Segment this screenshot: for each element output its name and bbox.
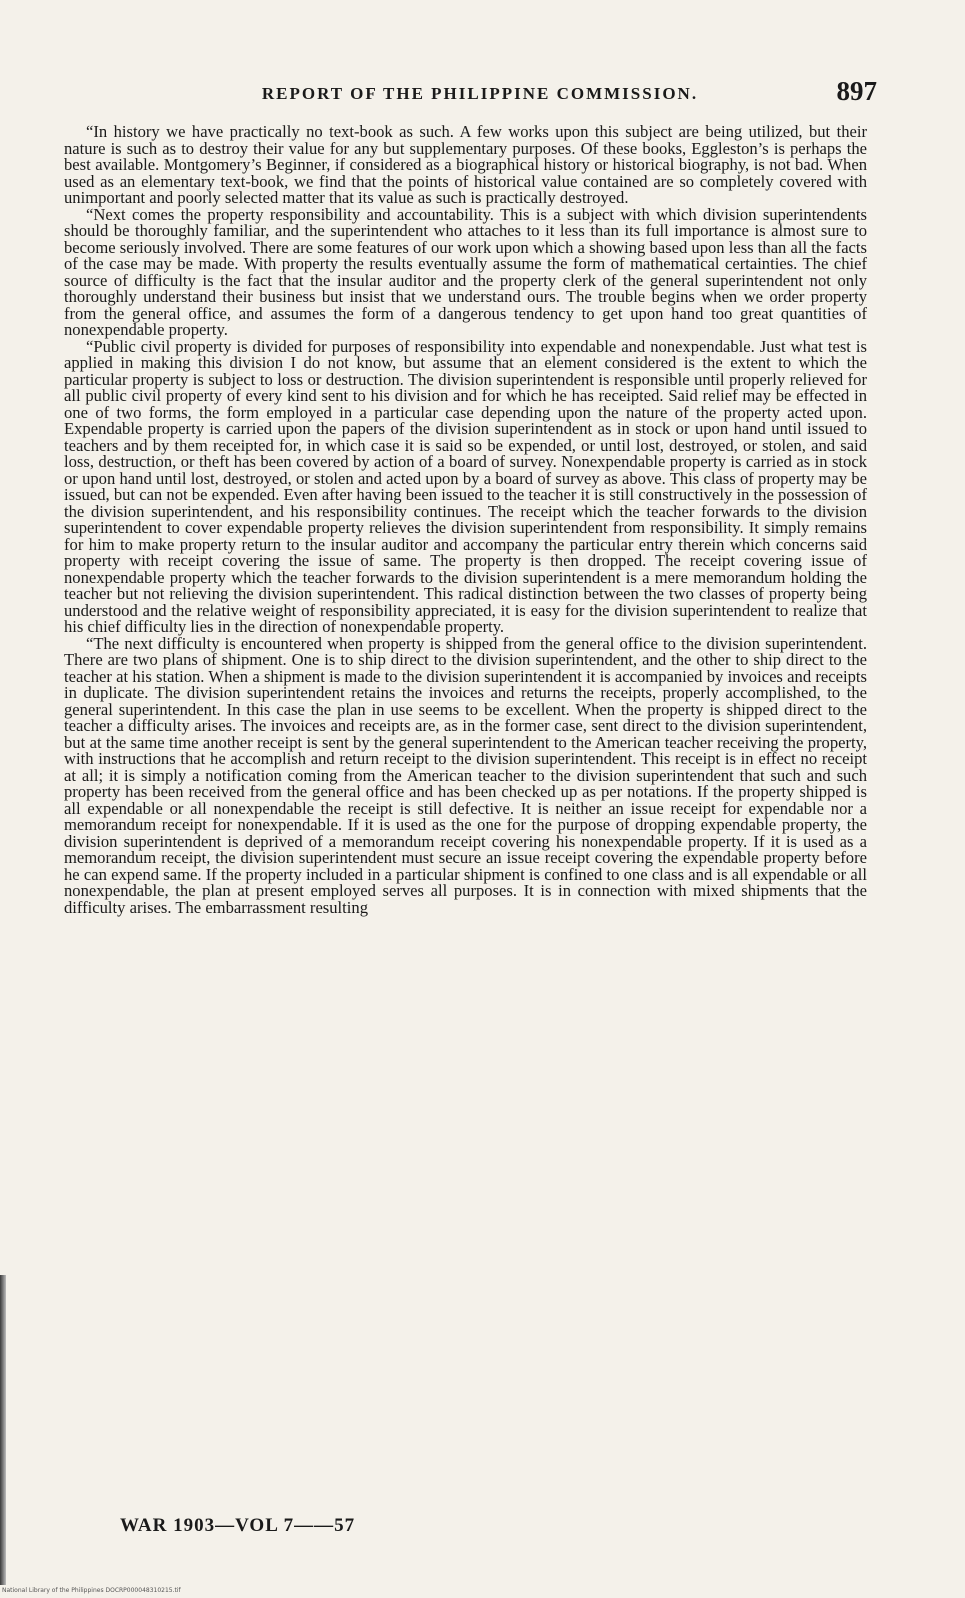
paragraph-public-civil-property: “Public civil property is divided for purposes of responsibility into expendable and nonexpendable. Just what test is applied in making this division I do not know, but assume that an element considered is the extent to which the particular property is subject to loss or destruction. The division superintendent is responsible until properly relieved for all public civil property of every kind sent to his division and for which he has receipted. Said relief may be effected in one of two forms, the form employed in a particular case depending upon the nature of the property acted upon. Expendable property is carried upon the papers of the division superintendent as in stock or upon hand until issued to teachers and by them receipted for, in which case it is said so be expended, or until lost, destroyed, or stolen, and said loss, destruction, or theft has been covered by action of a board of survey. Nonexpendable property is carried as in stock or upon hand until lost, destroyed, or stolen and acted upon by a board of survey as above. This class of property may be issued, but can not be expended. Even after having been issued to the teacher it is still constructively in the possession of the division superintendent, and his responsibility continues. The receipt which the teacher forwards to the division superintendent to cover expendable property relieves the division superintendent from responsibility. It simply remains for him to make property return to the insular auditor and accompany the particular entry therein which concerns said property with receipt covering the issue of same. The property is then dropped. The receipt covering issue of nonexpendable property which the teacher forwards to the division superintendent is a mere memorandum holding the teacher but not relieving the division superintendent. This radical distinction between the two classes of property being understood and the relative weight of responsibility appreciated, it is easy for the division superintendent to realize that his chief difficulty lies in the direction of nonexpendable property. bbox=[64, 336, 867, 636]
body-text bbox=[64, 124, 867, 1494]
paragraph-history-textbooks: “In history we have practically no text-book as such. A few works upon this subject are being utilized, but their nature is such as to destroy their value for any but supplementary purposes. Of these books, Eggleston’s is perhaps the best available. Montgomery’s Beginner, if considered as a biographical history or historical biography, is not bad. When used as an elementary text-book, we find that the points of historical value contained are so completely covered with unimportant and poorly selected matter that its value as such is practically destroyed. bbox=[64, 124, 867, 207]
running-head: REPORT OF THE PHILIPPINE COMMISSION. bbox=[261, 84, 699, 103]
page-header bbox=[75, 76, 885, 112]
paragraph-property-responsibility: “Next comes the property responsibility and accountability. This is a subject with which division superintendents should be thoroughly familiar, and the superintendent who attaches to it less than its full importance is almost sure to become seriously involved. There are some features of our work upon which a showing based upon less than all the facts of the case may be made. With property the results eventually assume the form of mathematical certainties. The chief source of difficulty is the fact that the insular auditor and the property clerk of the general superintendent not only thoroughly understand their business but insist that we understand ours. The trouble begins when we order property from the general office, and assumes the form of a dangerous tendency to get upon hand too great quantities of nonexpendable property. bbox=[64, 204, 867, 339]
page-number: 897 bbox=[836, 76, 877, 106]
scan-credit: National Library of the Philippines DOCRP000048310215.tif bbox=[2, 1587, 181, 1594]
signature-line: WAR 1903—VOL 7——57 bbox=[120, 1515, 356, 1536]
paragraph-shipment-difficulty: “The next difficulty is encountered when property is shipped from the general office to the division superintendent. There are two plans of shipment. One is to ship direct to the division superintendent, and the other to ship direct to the teacher at his station. When a shipment is made to the division superintendent it is accompanied by invoices and receipts in duplicate. The division superintendent retains the invoices and returns the receipts, properly accomplished, to the general superintendent. In this case the plan in use seems to be excellent. When the property is shipped direct to the teacher a difficulty arises. The invoices and receipts are, as in the former case, sent direct to the division superintendent, but at the same time another receipt is sent by the general superintendent to the American teacher receiving the property, with instructions that he accomplish and return receipt to the division superintendent. This receipt is in effect no receipt at all; it is simply a notification coming from the American teacher to the division superintendent that such and such property has been received from the general office and has been checked up as per notations. If the property shipped is all expendable or all nonexpendable the receipt is still defective. It is neither an issue receipt for expendable nor a memorandum receipt for nonexpendable. If it is used as the one for the purpose of dropping expendable property, the division superintendent is deprived of a memorandum receipt covering his nonexpendable property. If it is used as a memorandum receipt, the division superintendent must secure an issue receipt covering the expendable property before he can expend same. If the property included in a particular shipment is confined to one class and is all expendable or all nonexpendable, the plan at present employed serves all purposes. It is in connection with mixed shipments that the difficulty arises. The embarrassment resulting bbox=[64, 633, 867, 917]
binding-shadow bbox=[0, 1275, 6, 1585]
